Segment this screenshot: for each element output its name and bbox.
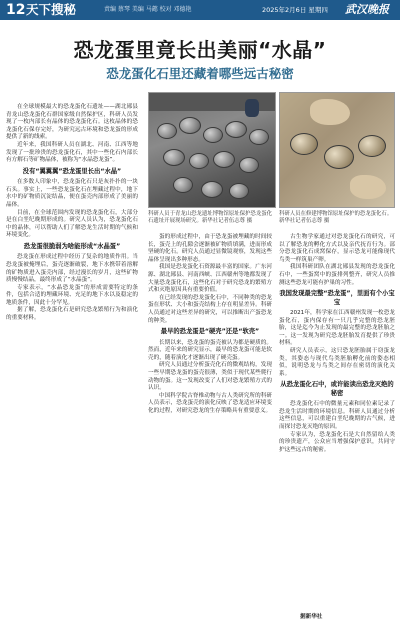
paragraph: 恐龙蛋化石中的微量元素和同位素记录了恐龙生活时期的环境信息。科研人员通过分析这些信息，可以重建白垩纪晚期的古气候，进而探讨恐龙灭绝的原因。 <box>279 401 395 430</box>
section-heading: 没有“翼翼翼”恐龙蛋里长出“水晶” <box>22 167 122 175</box>
fossil-egg-icon <box>229 183 249 199</box>
hand-icon <box>310 99 350 125</box>
fossil-egg-icon <box>290 133 318 155</box>
article-column-1 <box>6 104 138 323</box>
fossil-egg-icon <box>173 177 193 193</box>
section-heading: 最早的恐龙蛋是“硬壳”还是“软壳” <box>160 328 260 336</box>
issue-date: 2025年2月6日 星期四 <box>262 6 328 14</box>
photo-caption: 科研人员于青龙山恐龙遗址博物馆原址保护恐龙蛋化石遗址开展现场研究。新华社记者伍志尊 摄 <box>148 211 272 224</box>
section-heading: 从恐龙蛋化石中，或许能读出恐龙灭绝的秘密 <box>280 381 394 397</box>
page-number: 12 <box>6 2 26 18</box>
article-column-2 <box>148 234 272 415</box>
byline: 据新华社 <box>300 614 323 620</box>
paragraph: 中国科学院古脊椎动物与古人类研究所的科研人员表示，恐龙蛋壳的演化反映了恐龙适应环境变化的过程，对研究恐龙的生存策略具有重要意义。 <box>148 392 272 414</box>
fossil-egg-icon <box>324 145 354 169</box>
fossil-egg-icon <box>239 157 259 173</box>
paragraph: 我国是恐龙蛋化石资源最丰富的国家。广东河源、湖北郧县、河南西峡、江西赣州等地都发现了大量恐龙蛋化石，这些化石对于研究恐龙的繁殖方式和灭绝原因具有重要价值。 <box>148 264 272 294</box>
paragraph: 2021年，科学家在江西赣州发现一枚恐龙蛋化石，蛋内保存有一只几乎完整的恐龙胚胎，这是迄今为止发现的最完整的恐龙胚胎之一。这一发现为研究恐龙胚胎发育提供了珍贵材料。 <box>279 309 395 347</box>
paragraph: 据了解，恐龙蛋化石是研究恐龙繁殖行为和演化的重要材料。 <box>6 307 138 322</box>
paragraph: 专家认为，恐龙蛋化石是大自然留给人类的珍贵遗产，公众应当增强保护意识，共同守护这些远古的秘密。 <box>279 431 395 453</box>
fossil-egg-icon <box>358 135 386 157</box>
photo-caption: 科研人员在修建博物馆原址保护的恐龙蛋化石。新华社记者伍志尊 摄 <box>279 211 393 224</box>
section-heading: 恐龙蛋很脆弱为啥能形成“水晶蛋” <box>23 242 121 250</box>
paragraph: 古生物学家通过对恐龙蛋化石的研究，可以了解恐龙的孵化方式以及亲代抚育行为。部分恐龙蛋化石成窝保存，显示恐龙可能像现代鸟类一样筑巢产卵。 <box>279 234 395 263</box>
paragraph: 长期以来，恐龙蛋的蛋壳被认为都是硬质的。然而，近年来的研究显示，最早的恐龙蛋可能是软壳的，随着演化才逐渐出现了硬壳蛋。 <box>148 339 272 361</box>
fossil-egg-icon <box>225 121 247 138</box>
paragraph: 我国科研团队在湖北郧县发现的恐龙蛋化石中，一些蛋窝中的蛋排列整齐，研究人员推测这些恐龙可能有护巢的习性。 <box>279 264 395 286</box>
paragraph: 在已经发现的恐龙蛋化石中，不同种类的恐龙蛋在形状、大小和蛋壳结构上存在明显差异。科研人员通过对这些差异的研究，可以推断出产蛋恐龙的种类。 <box>148 294 272 324</box>
fossil-egg-icon <box>249 129 269 145</box>
paragraph: 专家表示，“水晶恐龙蛋”的形成需要特定的条件，包括合适的埋藏环境、充足的地下水以及稳定的地质条件，因此十分罕见。 <box>6 284 138 306</box>
researcher-figure <box>245 99 259 117</box>
editors-line: 责编 蔡琴 美编 马懿 校对 邓德艳 <box>104 6 192 13</box>
subheadline: 恐龙蛋化石里还藏着哪些远古秘密 <box>106 66 294 81</box>
fossil-egg-icon <box>213 151 235 168</box>
section-heading: 我国发现最完整“恐龙蛋”，里面有个小宝宝 <box>279 290 395 306</box>
paragraph: 研究人员通过分析蛋壳化石的微观结构，发现一些早期恐龙蛋的蛋壳很薄，类似于现代某些爬行动物的蛋。这一发现改变了人们对恐龙繁殖方式的认识。 <box>148 362 272 392</box>
masthead <box>0 0 400 20</box>
article-column-3 <box>279 234 395 454</box>
paragraph: 蛋的形成过程中，由于恐龙蛋被埋藏的时间较长，蛋壳上的孔隙会逐渐被矿物质填满，进而形成坚硬的化石。研究人员通过显微镜观察，发现这些晶体呈现出多种形态。 <box>148 234 272 263</box>
fossil-egg-icon <box>189 153 209 169</box>
section-title: 天下搜秘 <box>26 2 77 17</box>
fossil-egg-icon <box>157 123 177 139</box>
fossil-egg-icon <box>203 127 223 143</box>
paragraph: 研究人员表示，这只恐龙胚胎属于窃蛋龙类，其姿态与现代鸟类胚胎孵化前的姿态相似，说明恐龙与鸟类之间存在密切的演化关系。 <box>279 347 395 377</box>
paragraph: 在全球规模最大的恐龙蛋化石遗址——湖北郧县青龙山恐龙蛋化石群国家级自然保护区，科研人员发现了一枚内部长有晶体的恐龙蛋化石。这枚晶体的恐龙蛋化石保存完好，为研究远古环境和恐龙蛋的形成提供了新的线索。 <box>6 104 138 141</box>
photo-fossil-closeup <box>279 92 395 208</box>
newspaper-logo: 武汉晚报 <box>345 3 389 16</box>
fossil-egg-icon <box>179 117 201 134</box>
paragraph: 在多数人印象中，恐龙蛋化石只是灰扑扑的一块石头。事实上，一些恐龙蛋化石在埋藏过程中，地下水中的矿物质沉淀结晶，便在蛋壳内部形成了美丽的晶体。 <box>6 179 138 208</box>
fossil-egg-icon <box>163 149 185 166</box>
headline: 恐龙蛋里竟长出美丽“水晶” <box>73 38 327 62</box>
fossil-egg-icon <box>201 181 223 198</box>
photo-excavation-site <box>148 92 276 208</box>
hand-icon <box>350 175 386 199</box>
paragraph: 目前，在全球范围内发现的恐龙蛋化石，大部分是在白垩纪晚期形成的。研究人员认为，恐龙蛋化石中的晶体，可以帮助人们了解恐龙生活时期的气候和环境变化。 <box>6 209 138 239</box>
paragraph: 恐龙蛋在形成过程中经历了复杂的地质作用。当恐龙蛋被掩埋后，蛋壳逐渐破裂，地下水携带着溶解的矿物质进入蛋壳内部，经过漫长的岁月，这些矿物质慢慢结晶，最终形成了“水晶蛋”。 <box>6 254 138 284</box>
paragraph: 近年来，我国科研人员在湖北、河南、江西等地发现了一批珍贵的恐龙蛋化石，其中一些化石内部长有方解石等矿物晶体，被称为“水晶恐龙蛋”。 <box>6 141 138 164</box>
